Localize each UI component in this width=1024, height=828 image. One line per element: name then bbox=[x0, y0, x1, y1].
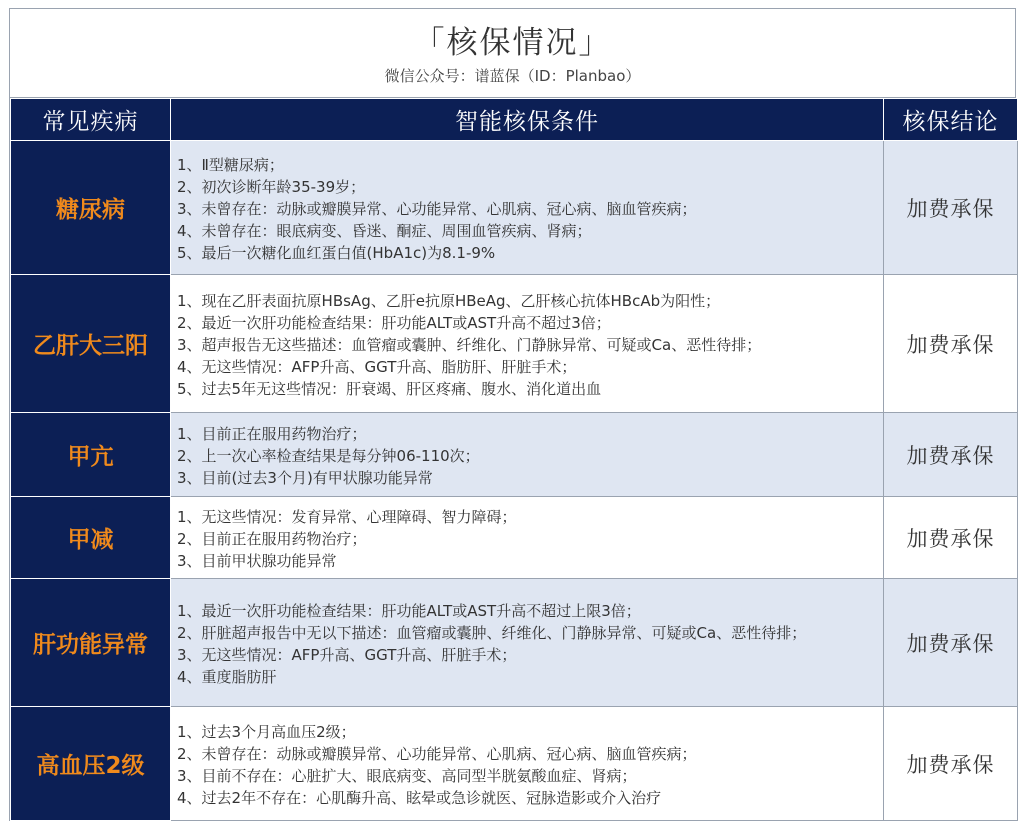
table-row bbox=[11, 707, 1018, 821]
table-row bbox=[11, 497, 1018, 579]
table-header-row bbox=[11, 99, 1018, 141]
condition-item: 2、目前正在服用药物治疗； bbox=[177, 529, 367, 548]
condition-item: 4、过去2年不存在：心肌酶升高、眩晕或急诊就医、冠脉造影或介入治疗 bbox=[177, 788, 662, 807]
condition-item: 3、未曾存在：动脉或瓣膜异常、心功能异常、心肌病、冠心病、脑血管疾病； bbox=[177, 199, 697, 218]
verdict-cell: 加费承保 bbox=[884, 141, 1018, 275]
underwriting-card bbox=[9, 8, 1016, 821]
table-row bbox=[11, 579, 1018, 707]
underwriting-table bbox=[10, 98, 1018, 821]
condition-item: 3、目前不存在：心脏扩大、眼底病变、高同型半胱氨酸血症、肾病； bbox=[177, 766, 637, 785]
conditions-cell bbox=[171, 497, 884, 579]
column-header-conditions: 智能核保条件 bbox=[171, 99, 884, 141]
condition-item: 1、Ⅱ型糖尿病； bbox=[177, 155, 284, 174]
disease-name: 乙肝大三阳 bbox=[11, 275, 171, 413]
disease-name: 甲减 bbox=[11, 497, 171, 579]
condition-item: 1、无这些情况：发育异常、心理障碍、智力障碍； bbox=[177, 507, 517, 526]
page-title: 「核保情况」 bbox=[413, 25, 612, 61]
condition-item: 3、超声报告无这些描述：血管瘤或囊肿、纤维化、门静脉异常、可疑或Ca、恶性待排； bbox=[177, 335, 762, 354]
verdict-cell: 加费承保 bbox=[884, 413, 1018, 497]
column-header-verdict: 核保结论 bbox=[884, 99, 1018, 141]
conditions-cell bbox=[171, 707, 884, 821]
title-block bbox=[10, 9, 1015, 98]
verdict-cell: 加费承保 bbox=[884, 497, 1018, 579]
condition-item: 3、无这些情况：AFP升高、GGT升高、肝脏手术； bbox=[177, 645, 517, 664]
table-row bbox=[11, 413, 1018, 497]
disease-name: 糖尿病 bbox=[11, 141, 171, 275]
condition-item: 3、目前甲状腺功能异常 bbox=[177, 551, 337, 570]
condition-item: 1、最近一次肝功能检查结果：肝功能ALT或AST升高不超过上限3倍； bbox=[177, 601, 641, 620]
condition-item: 2、未曾存在：动脉或瓣膜异常、心功能异常、心肌病、冠心病、脑血管疾病； bbox=[177, 744, 697, 763]
condition-item: 2、最近一次肝功能检查结果：肝功能ALT或AST升高不超过3倍； bbox=[177, 313, 611, 332]
condition-item: 2、初次诊断年龄35-39岁； bbox=[177, 177, 366, 196]
condition-item: 2、上一次心率检查结果是每分钟06-110次； bbox=[177, 446, 480, 465]
condition-item: 4、无这些情况：AFP升高、GGT升高、脂肪肝、肝脏手术； bbox=[177, 357, 577, 376]
verdict-cell: 加费承保 bbox=[884, 275, 1018, 413]
condition-item: 1、现在乙肝表面抗原HBsAg、乙肝e抗原HBeAg、乙肝核心抗体HBcAb为阳性； bbox=[177, 291, 721, 310]
condition-item: 2、肝脏超声报告中无以下描述：血管瘤或囊肿、纤维化、门静脉异常、可疑或Ca、恶性待排； bbox=[177, 623, 807, 642]
condition-item: 3、目前(过去3个月)有甲状腺功能异常 bbox=[177, 468, 433, 487]
disease-name: 高血压2级 bbox=[11, 707, 171, 821]
verdict-cell: 加费承保 bbox=[884, 707, 1018, 821]
table-row bbox=[11, 275, 1018, 413]
condition-item: 4、重度脂肪肝 bbox=[177, 667, 277, 686]
column-header-disease: 常见疾病 bbox=[11, 99, 171, 141]
condition-item: 5、最后一次糖化血红蛋白值(HbA1c)为8.1-9% bbox=[177, 243, 496, 262]
condition-item: 1、目前正在服用药物治疗； bbox=[177, 424, 367, 443]
conditions-cell bbox=[171, 579, 884, 707]
table-row bbox=[11, 141, 1018, 275]
conditions-cell bbox=[171, 413, 884, 497]
condition-item: 1、过去3个月高血压2级； bbox=[177, 722, 356, 741]
verdict-cell: 加费承保 bbox=[884, 579, 1018, 707]
disease-name: 甲亢 bbox=[11, 413, 171, 497]
conditions-cell bbox=[171, 141, 884, 275]
condition-item: 4、未曾存在：眼底病变、昏迷、酮症、周围血管疾病、肾病； bbox=[177, 221, 592, 240]
conditions-cell bbox=[171, 275, 884, 413]
page-subtitle: 微信公众号：谱蓝保（ID：Planbao） bbox=[384, 67, 641, 85]
condition-item: 5、过去5年无这些情况：肝衰竭、肝区疼痛、腹水、消化道出血 bbox=[177, 379, 602, 398]
disease-name: 肝功能异常 bbox=[11, 579, 171, 707]
